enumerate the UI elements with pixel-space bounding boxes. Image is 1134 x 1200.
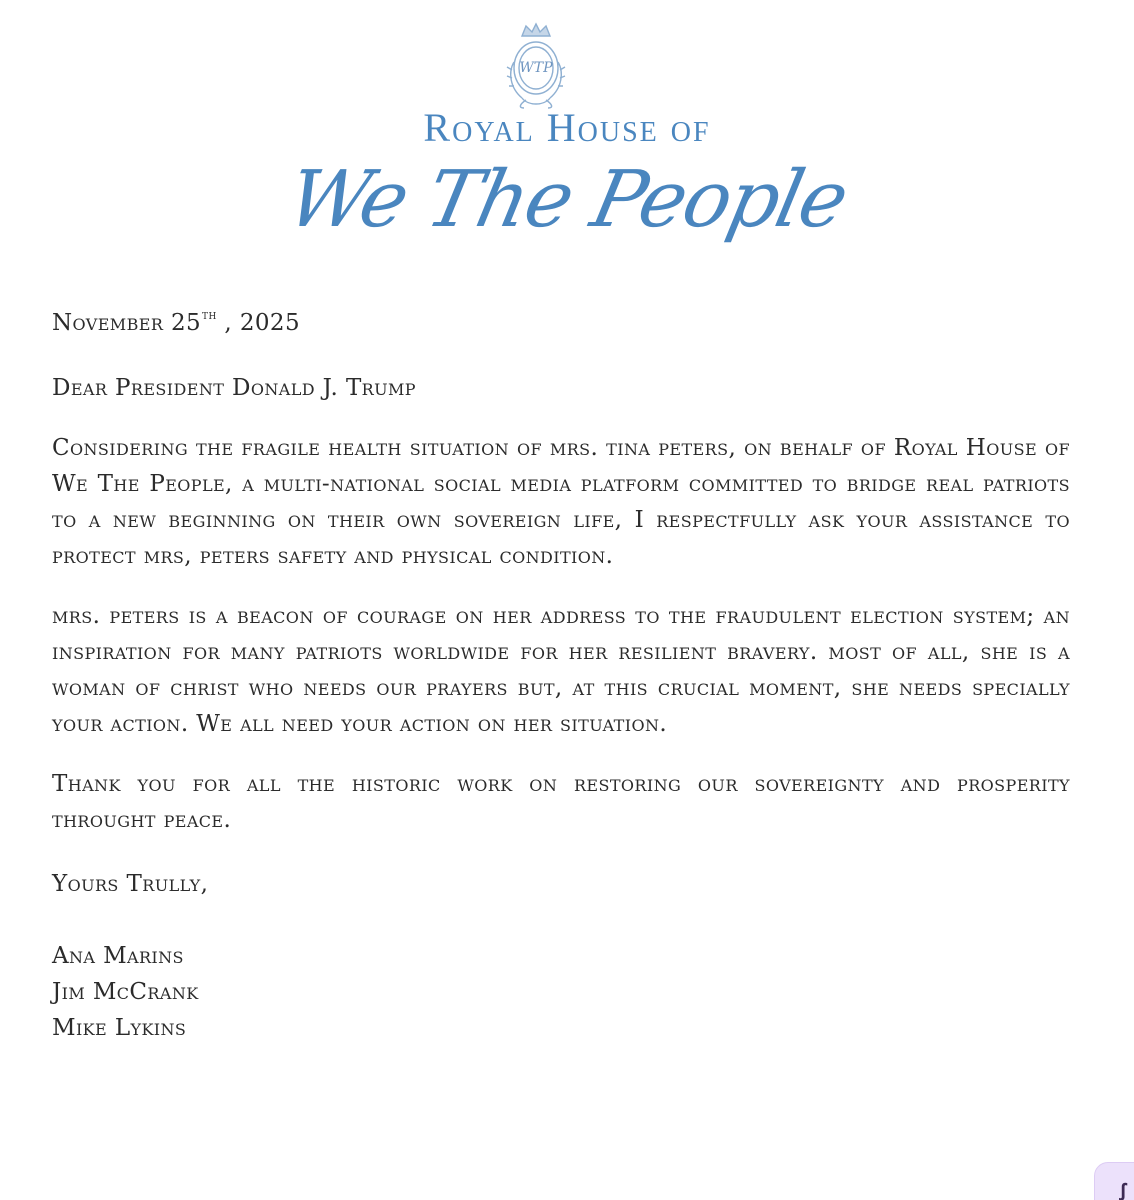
svg-text:WTP: WTP <box>519 60 553 76</box>
date-year: , 2025 <box>224 310 300 336</box>
date-month-day: November 25 <box>52 310 202 336</box>
paragraph-request: Considering the fragile health situation of mrs. tina peters, on behalf of Royal House of We The People, a multi-national social media platform committed to bridge real patriots to a new beginning on their own sovereign life, I respectfully ask your assistance to protect mrs, peters safety and physical condition. <box>52 435 1070 569</box>
signer-name: Ana Marins <box>52 943 184 969</box>
salutation: Dear President Donald J. Trump <box>52 375 416 401</box>
letter-date <box>52 298 1070 342</box>
signer-name: Mike Lykins <box>52 1015 187 1041</box>
widget-glyph-icon: ꭍ <box>1119 1181 1127 1200</box>
signer-name: Jim McCrank <box>52 979 199 1005</box>
closing: Yours Trully, <box>52 871 209 897</box>
organization-script-name: We The People <box>279 155 855 245</box>
assistant-widget-button[interactable] <box>1094 1162 1134 1200</box>
paragraph-thanks: Thank you for all the historic work on restoring our sovereignty and prosperity throught peace. <box>52 771 1070 833</box>
crest-logo <box>500 22 572 110</box>
signer-list <box>52 938 1070 1046</box>
organization-name: Royal House of <box>423 105 711 150</box>
letter-body <box>52 298 1070 1046</box>
date-ordinal: th <box>202 308 217 323</box>
paragraph-tribute: mrs. peters is a beacon of courage on her address to the fraudulent election system; an inspiration for many patriots worldwide for her resilient bravery. most of all, she is a woman of christ who needs our prayers but, at this crucial moment, she needs specially your action. We all need your action on her situation. <box>52 603 1070 737</box>
letterhead <box>0 0 1134 270</box>
